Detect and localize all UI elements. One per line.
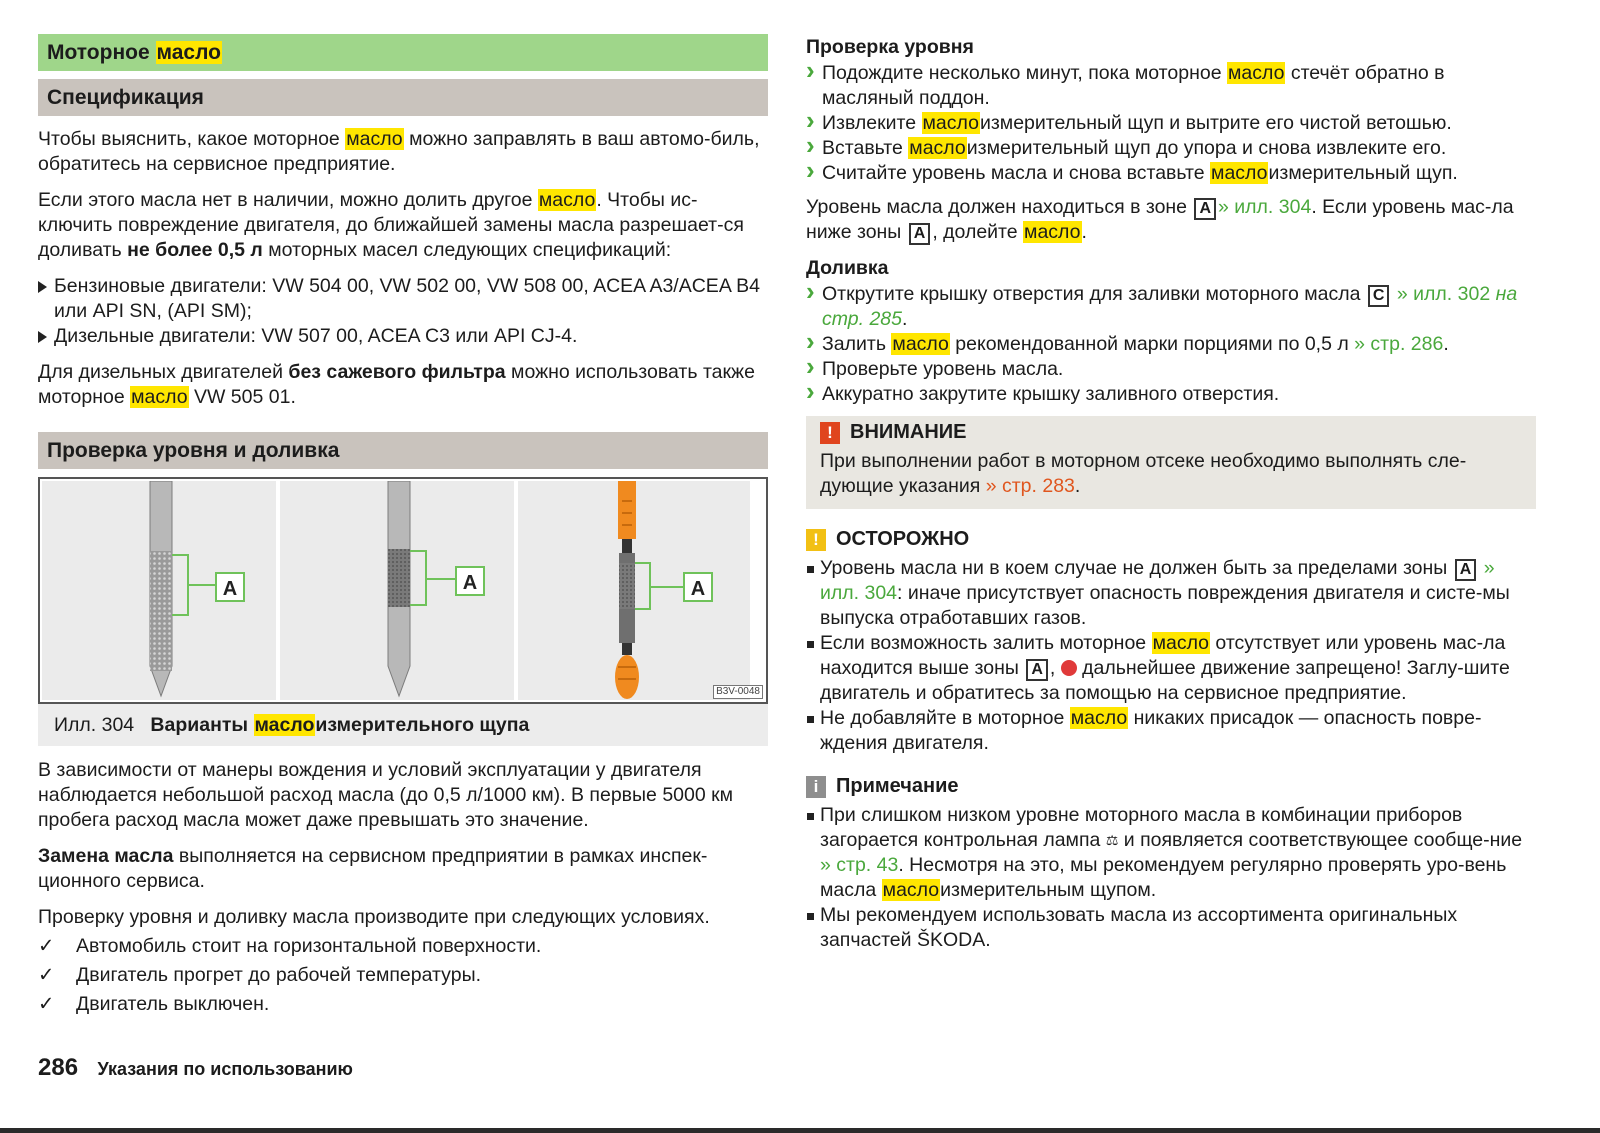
highlight: масло bbox=[882, 879, 940, 901]
highlight: масло bbox=[922, 112, 979, 134]
list-item: Дизельные двигатели: VW 507 00, ACEA C3 или API CJ-4. bbox=[38, 324, 768, 349]
dipstick-panel-2 bbox=[280, 481, 514, 700]
caution-icon: ! bbox=[806, 529, 826, 551]
conditions-list bbox=[38, 934, 768, 1017]
page-link[interactable]: » стр. 43 bbox=[820, 854, 899, 876]
page-link[interactable]: » стр. 283 bbox=[985, 475, 1075, 497]
svg-text:A: A bbox=[222, 578, 238, 600]
topup-steps bbox=[806, 282, 1536, 407]
list-item: Мы рекомендуем использовать масла из ассортимента оригинальных запчастей ŠKODA. bbox=[806, 903, 1536, 953]
spec-paragraph-3: Для дизельных двигателей без сажевого фильтра можно использовать также моторное масло VW 505 01. bbox=[38, 361, 755, 408]
highlight: масло bbox=[1211, 162, 1268, 184]
spec-paragraph-2: Если этого масла нет в наличии, можно долить другое масло. Чтобы ис-ключить повреждение двигателя, до ближайшей замены масла разрешает-ся доливать не более 0,5 л моторных масел следующих спецификаций: bbox=[38, 189, 744, 261]
page-link[interactable]: на стр. 285 bbox=[822, 283, 1518, 330]
caption-number: Илл. 304 bbox=[54, 714, 135, 736]
dipstick-3-icon bbox=[518, 481, 750, 700]
warning-title: ВНИМАНИЕ bbox=[850, 421, 967, 443]
oil-change-paragraph: Замена масла выполняется на сервисном предприятии в рамках инспек-ционного сервиса. bbox=[38, 845, 708, 892]
dipstick-panel-1 bbox=[42, 481, 276, 700]
highlight: масло bbox=[1227, 62, 1285, 84]
caution-list bbox=[806, 556, 1536, 756]
bottom-rule bbox=[0, 1128, 1600, 1133]
highlight: масло bbox=[1152, 632, 1210, 654]
oil-lamp-icon: ⚖ bbox=[1105, 832, 1119, 848]
page-number: 286 bbox=[38, 1054, 79, 1081]
list-item: › Открутите крышку отверстия для заливки моторного масла C » илл. 302 на стр. 285. bbox=[806, 282, 1536, 332]
svg-text:A: A bbox=[690, 578, 706, 600]
list-item: › Аккуратно закрутите крышку заливного отверстия. bbox=[806, 382, 1536, 407]
list-item: › Подождите несколько минут, пока моторное масло стечёт обратно в масляный поддон. bbox=[806, 61, 1536, 111]
spec-list bbox=[38, 274, 768, 349]
dipstick-1-icon bbox=[42, 481, 276, 700]
list-item: Уровень масла ни в коем случае не должен быть за пределами зоны A » илл. 304: иначе присутствует опасность повреждения двигателя и систе-мы выпуска отработавших газов. bbox=[806, 556, 1536, 631]
page-link[interactable]: » стр. 286 bbox=[1354, 333, 1444, 355]
footer-section: Указания по использованию bbox=[97, 1059, 353, 1079]
info-icon: i bbox=[806, 776, 826, 798]
list-item: ✓ Автомобиль стоит на горизонтальной поверхности. bbox=[38, 934, 768, 959]
zone-c-badge: C bbox=[1368, 285, 1390, 307]
figure-link[interactable]: » илл. 304 bbox=[1218, 196, 1312, 218]
list-item: › Считайте уровень масла и снова вставьте маслоизмерительный щуп. bbox=[806, 161, 1536, 186]
svg-text:A: A bbox=[462, 572, 478, 594]
level-heading: Проверка уровня bbox=[806, 36, 974, 58]
note-title: Примечание bbox=[836, 775, 959, 797]
section-title: Моторное bbox=[47, 41, 156, 64]
caption-text: Варианты маслоизмерительного щупа bbox=[150, 714, 530, 736]
highlight: масло bbox=[892, 333, 949, 355]
zone-a-badge: A bbox=[1194, 198, 1216, 220]
conditions-intro: Проверку уровня и доливку масла производите при следующих условиях. bbox=[38, 906, 710, 928]
zone-a-badge: A bbox=[1026, 659, 1048, 681]
warning-box bbox=[806, 416, 1536, 509]
caution-header bbox=[806, 527, 1536, 552]
figure-link[interactable]: » илл. 302 bbox=[1396, 283, 1491, 305]
figure-link[interactable]: » илл. 304 bbox=[820, 557, 1495, 604]
highlight: масло bbox=[1024, 221, 1081, 243]
zone-a-badge: A bbox=[1455, 559, 1477, 581]
list-item: Не добавляйте в моторное масло никаких присадок — опасность повре-ждения двигателя. bbox=[806, 706, 1536, 756]
left-column bbox=[38, 34, 768, 1021]
section-title-bar bbox=[38, 34, 768, 71]
list-item: Бензиновые двигатели: VW 504 00, VW 502 00, VW 508 00, ACEA A3/ACEA B4 или API SN, (API SM); bbox=[38, 274, 768, 324]
right-column bbox=[806, 35, 1536, 953]
list-item: › Вставьте маслоизмерительный щуп до упора и снова извлеките его. bbox=[806, 136, 1536, 161]
list-item: › Извлеките маслоизмерительный щуп и вытрите его чистой ветошью. bbox=[806, 111, 1536, 136]
zone-a-badge: A bbox=[909, 223, 931, 245]
highlight: масло bbox=[254, 714, 315, 736]
figure-code: B3V-0048 bbox=[713, 685, 763, 699]
note-header bbox=[806, 774, 1536, 799]
spec-heading: Спецификация bbox=[38, 79, 768, 116]
list-item: ✓ Двигатель прогрет до рабочей температуры. bbox=[38, 963, 768, 988]
stop-icon bbox=[1061, 660, 1077, 676]
warning-icon: ! bbox=[820, 422, 840, 444]
dipstick-panel-3 bbox=[518, 481, 750, 700]
list-item: При слишком низком уровне моторного масла в комбинации приборов загорается контрольная лампа ⚖ и появляется соответствующее сообще-ние » стр. 43. Несмотря на это, мы рекомендуем регулярно проверять уро-вень масла маслоизмерительным щупом. bbox=[806, 803, 1536, 903]
caution-title: ОСТОРОЖНО bbox=[836, 528, 970, 550]
list-item: Если возможность залить моторное масло отсутствует или уровень мас-ла находится выше зоны A , дальнейшее движение запрещено! Заглу-шите двигатель и обратитесь за помощью на сервисное предприятие. bbox=[806, 631, 1536, 706]
dipstick-figure bbox=[38, 477, 768, 704]
highlight: масло bbox=[538, 189, 596, 211]
dipstick-2-icon bbox=[280, 481, 514, 700]
warning-header bbox=[820, 420, 1518, 445]
highlight: масло bbox=[346, 128, 403, 150]
highlight: масло bbox=[1070, 707, 1128, 729]
list-item: › Проверьте уровень масла. bbox=[806, 357, 1536, 382]
note-list bbox=[806, 803, 1536, 953]
topup-heading: Доливка bbox=[806, 257, 889, 279]
page-footer bbox=[38, 1055, 353, 1082]
check-heading: Проверка уровня и доливка bbox=[38, 432, 768, 469]
consumption-paragraph: В зависимости от манеры вождения и условий эксплуатации у двигателя наблюдается небольшой расход масла (до 0,5 л/1000 км). В первые 5000 км пробега расход масла может даже превышать это значение. bbox=[38, 759, 734, 831]
spec-paragraph-1: Чтобы выяснить, какое моторное масло можно заправлять в ваш автомо-биль, обратитесь на сервисное предприятие. bbox=[38, 128, 760, 175]
warning-text: При выполнении работ в моторном отсеке необходимо выполнять сле-дующие указания » стр. 283. bbox=[820, 450, 1467, 497]
level-steps bbox=[806, 61, 1536, 186]
figure-caption bbox=[38, 704, 768, 746]
list-item: ✓ Двигатель выключен. bbox=[38, 992, 768, 1017]
highlight: масло bbox=[156, 41, 222, 64]
list-item: › Залить масло рекомендованной марки порциями по 0,5 л » стр. 286. bbox=[806, 332, 1536, 357]
highlight: масло bbox=[131, 386, 188, 408]
highlight: масло bbox=[909, 137, 966, 159]
level-paragraph: Уровень масла должен находиться в зоне A » илл. 304. Если уровень мас-ла ниже зоны A , долейте масло. bbox=[806, 196, 1514, 243]
